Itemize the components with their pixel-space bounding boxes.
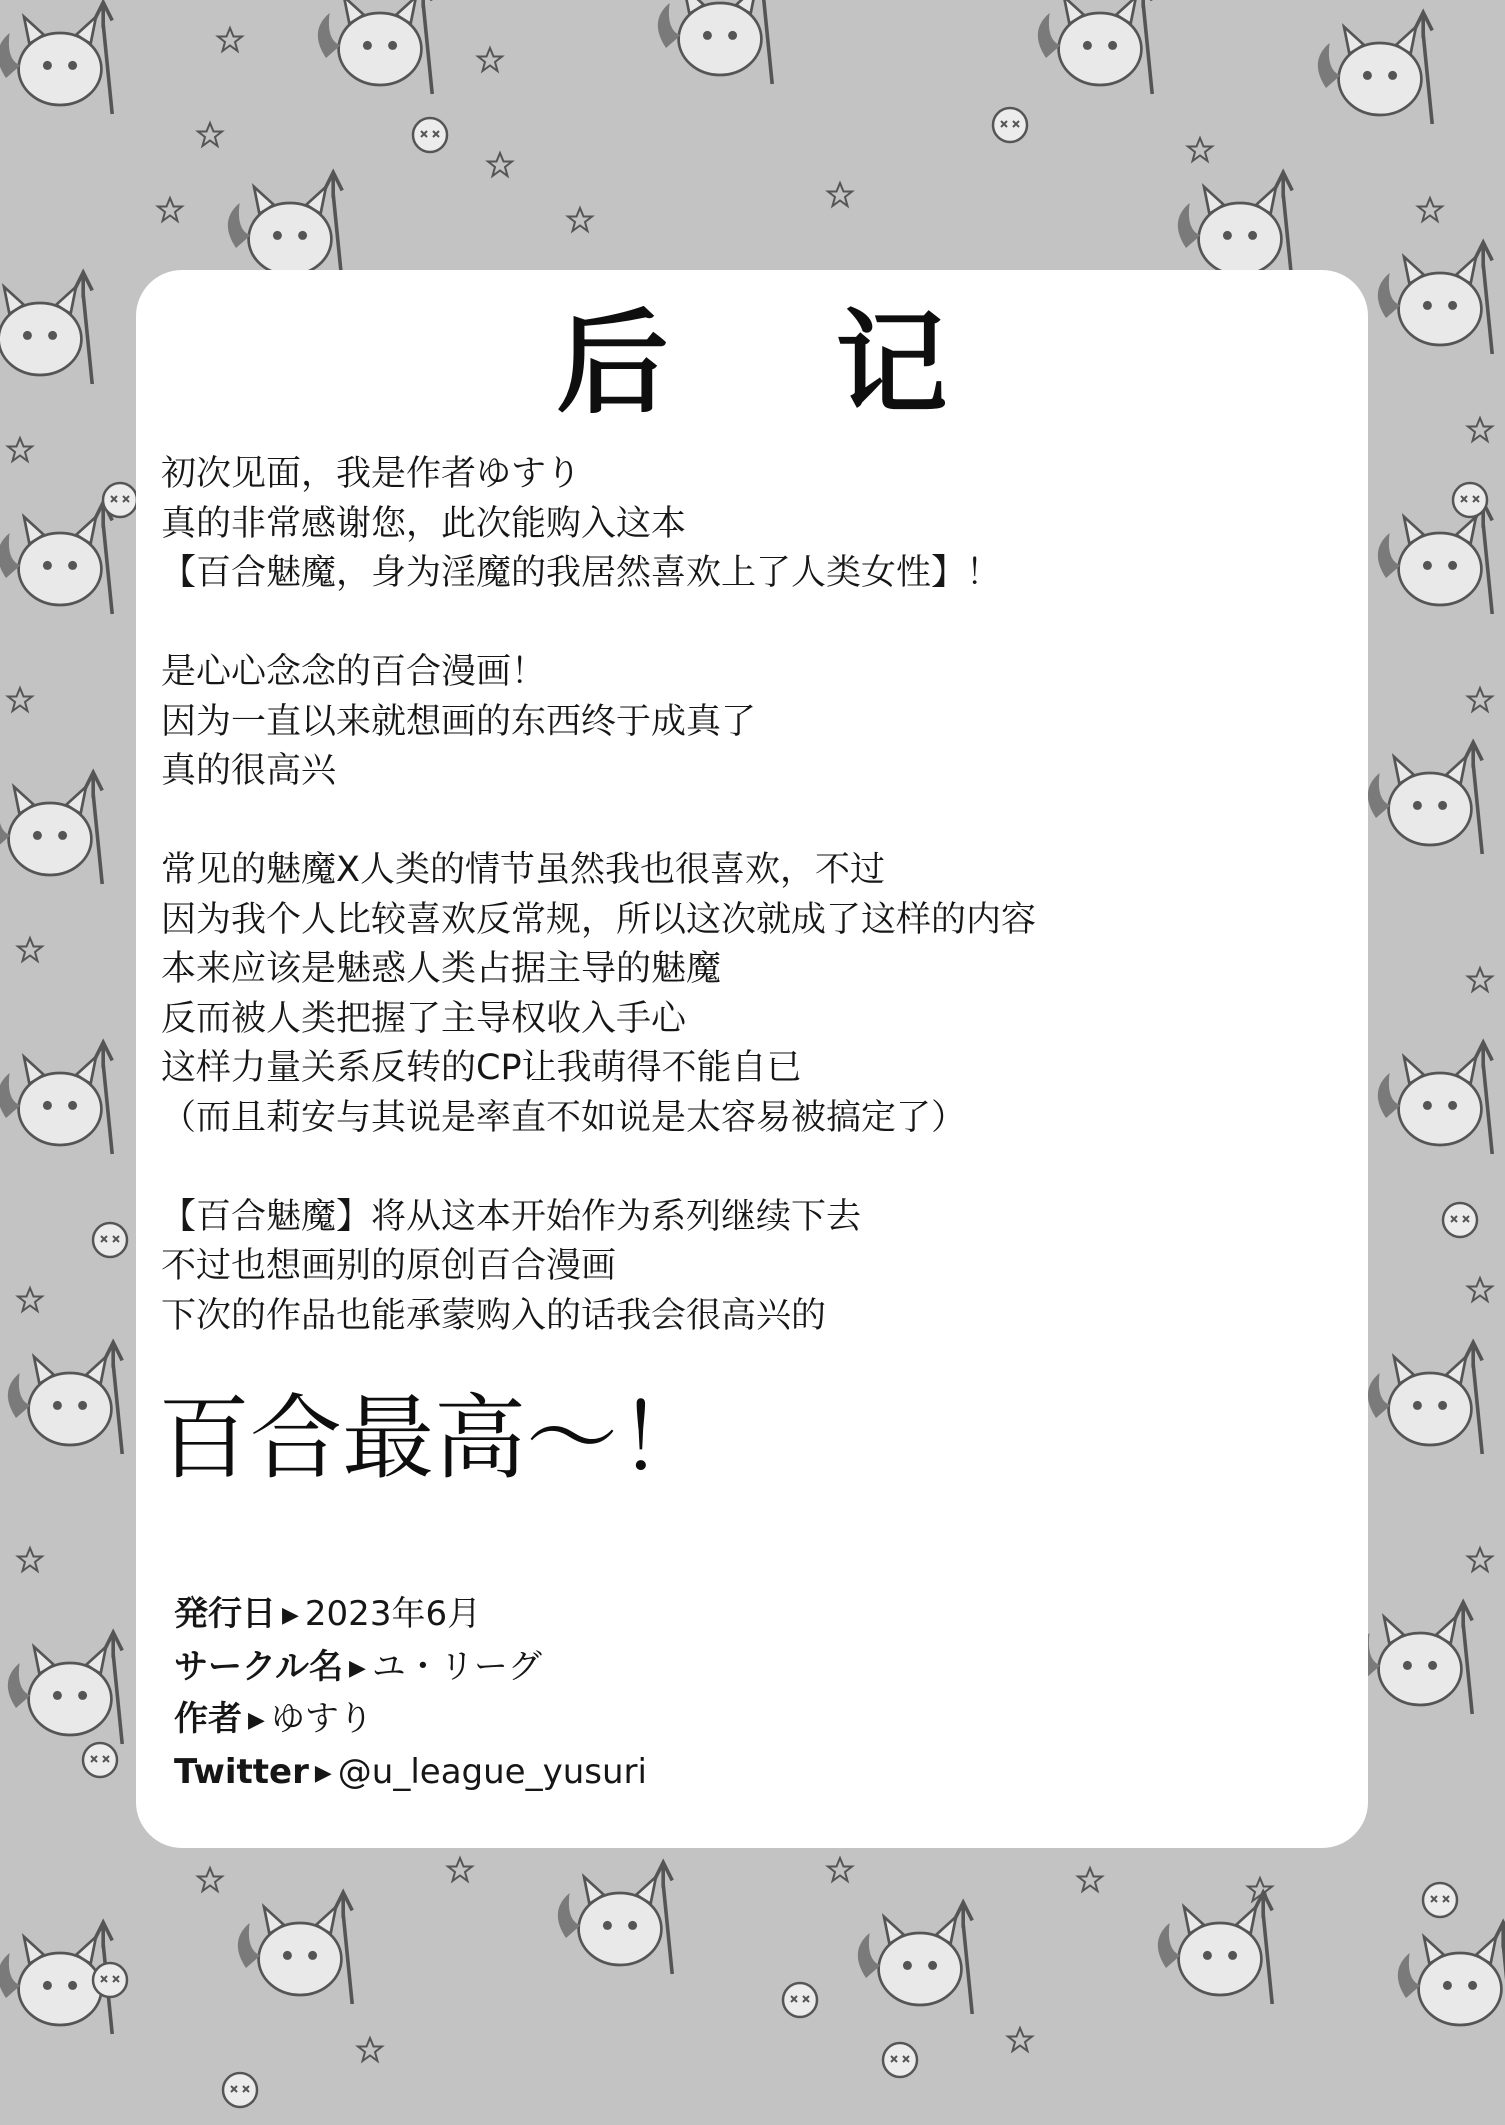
text-line: 这样力量关系反转的CP让我萌得不能自已 xyxy=(161,1048,802,1088)
text-line: 不过也想画别的原创百合漫画 xyxy=(161,1246,617,1286)
skull-icon xyxy=(223,2073,257,2107)
colophon-label: Twitter xyxy=(174,1751,309,1792)
paragraph-gap xyxy=(161,1143,1341,1193)
devil-icon xyxy=(658,0,772,84)
play-arrow-icon: ▶ xyxy=(314,1760,332,1786)
skull-icon xyxy=(93,1223,127,1257)
skull-icon xyxy=(783,1983,817,2017)
text-line: 真的非常感谢您，此次能购入这本 xyxy=(161,503,687,544)
text-line: 下次的作品也能承蒙购入的话我会很高兴的 xyxy=(161,1295,827,1336)
colophon-row xyxy=(174,1641,647,1694)
star-icon xyxy=(18,1288,42,1311)
devil-icon xyxy=(0,772,102,884)
text-line: 反而被人类把握了主导权收入手心 xyxy=(161,998,687,1039)
skull-icon xyxy=(93,1963,127,1997)
colophon-value: ユ・リーグ xyxy=(371,1646,542,1687)
devil-icon xyxy=(1158,1892,1272,2004)
star-icon xyxy=(198,1868,222,1891)
colophon xyxy=(174,1588,647,1798)
text-line: 因为一直以来就想画的东西终于成真了 xyxy=(161,701,757,742)
colophon-label: 発行日 xyxy=(174,1594,276,1634)
devil-icon xyxy=(0,1042,112,1154)
text-line: 是心心念念的百合漫画！ xyxy=(161,652,547,692)
closing-exclamation: 百合最高～！ xyxy=(158,1385,711,1492)
star-icon xyxy=(8,438,32,461)
devil-icon xyxy=(318,0,432,94)
play-arrow-icon: ▶ xyxy=(248,1708,265,1733)
skull-icon xyxy=(413,118,447,152)
afterword-card xyxy=(136,270,1368,1848)
play-arrow-icon: ▶ xyxy=(348,1655,366,1681)
text-line: 本来应该是魅惑人类占据主导的魅魔 xyxy=(161,949,722,989)
play-arrow-icon: ▶ xyxy=(282,1603,299,1628)
devil-icon xyxy=(1358,1602,1472,1714)
colophon-label: サークル名 xyxy=(174,1646,343,1687)
devil-icon xyxy=(558,1862,672,1974)
star-icon xyxy=(218,28,242,51)
devil-icon xyxy=(8,1632,122,1744)
star-icon xyxy=(1188,138,1212,161)
colophon-value: 2023年6月 xyxy=(304,1594,482,1634)
paragraph-gap xyxy=(161,599,1341,649)
star-icon xyxy=(1008,2028,1032,2051)
star-icon xyxy=(478,48,502,71)
paragraph-gap xyxy=(161,797,1341,847)
devil-icon xyxy=(1178,172,1292,284)
devil-icon xyxy=(0,2,112,114)
devil-icon xyxy=(1378,242,1492,354)
devil-icon xyxy=(0,502,112,614)
star-icon xyxy=(828,1858,852,1881)
star-icon xyxy=(198,123,222,146)
skull-icon xyxy=(83,1743,117,1777)
text-line: 因为我个人比较喜欢反常规，所以这次就成了这样的内容 xyxy=(161,899,1037,940)
colophon-label: 作者 xyxy=(174,1699,242,1739)
colophon-row xyxy=(174,1746,647,1799)
star-icon xyxy=(8,688,32,711)
star-icon xyxy=(358,2038,382,2061)
skull-icon xyxy=(103,483,137,517)
skull-icon xyxy=(1423,1883,1457,1917)
colophon-row xyxy=(174,1588,647,1641)
devil-icon xyxy=(1038,0,1152,94)
star-icon xyxy=(1468,1278,1492,1301)
star-icon xyxy=(488,153,512,176)
star-icon xyxy=(18,1548,42,1571)
star-icon xyxy=(18,938,42,961)
text-line: （而且莉安与其说是率直不如说是太容易被搞定了） xyxy=(161,1097,967,1138)
afterword-body xyxy=(161,450,1341,1341)
star-icon xyxy=(448,1858,472,1881)
skull-icon xyxy=(1453,483,1487,517)
star-icon xyxy=(158,198,182,221)
colophon-value: ゆすり xyxy=(270,1699,373,1739)
star-icon xyxy=(1078,1868,1102,1891)
star-icon xyxy=(1468,968,1492,991)
devil-icon xyxy=(8,1342,122,1454)
star-icon xyxy=(1418,198,1442,221)
text-line: 【百合魅魔，身为淫魔的我居然喜欢上了人类女性】！ xyxy=(161,553,1002,593)
devil-icon xyxy=(1368,1342,1482,1454)
text-line: 初次见面，我是作者ゆすり xyxy=(161,454,582,494)
text-line: 真的很高兴 xyxy=(161,751,337,791)
devil-icon xyxy=(1378,502,1492,614)
text-line: 常见的魅魔X人类的情节虽然我也很喜欢，不过 xyxy=(161,850,885,890)
star-icon xyxy=(1468,418,1492,441)
skull-icon xyxy=(1443,1203,1477,1237)
devil-icon xyxy=(1368,742,1482,854)
page-title: 后 记 xyxy=(556,299,1012,429)
devil-icon xyxy=(1378,1042,1492,1154)
skull-icon xyxy=(883,2043,917,2077)
colophon-value: @u_league_yusuri xyxy=(337,1751,647,1792)
devil-icon xyxy=(1398,1922,1505,2034)
devil-icon xyxy=(1318,12,1432,124)
star-icon xyxy=(1468,1548,1492,1571)
text-line: 【百合魅魔】将从这本开始作为系列继续下去 xyxy=(161,1196,862,1237)
colophon-row xyxy=(174,1693,647,1746)
skull-icon xyxy=(993,108,1027,142)
devil-icon xyxy=(0,272,92,384)
star-icon xyxy=(1468,688,1492,711)
devil-icon xyxy=(228,172,342,284)
devil-icon xyxy=(858,1902,972,2014)
star-icon xyxy=(828,183,852,206)
star-icon xyxy=(568,208,592,231)
devil-icon xyxy=(238,1892,352,2004)
